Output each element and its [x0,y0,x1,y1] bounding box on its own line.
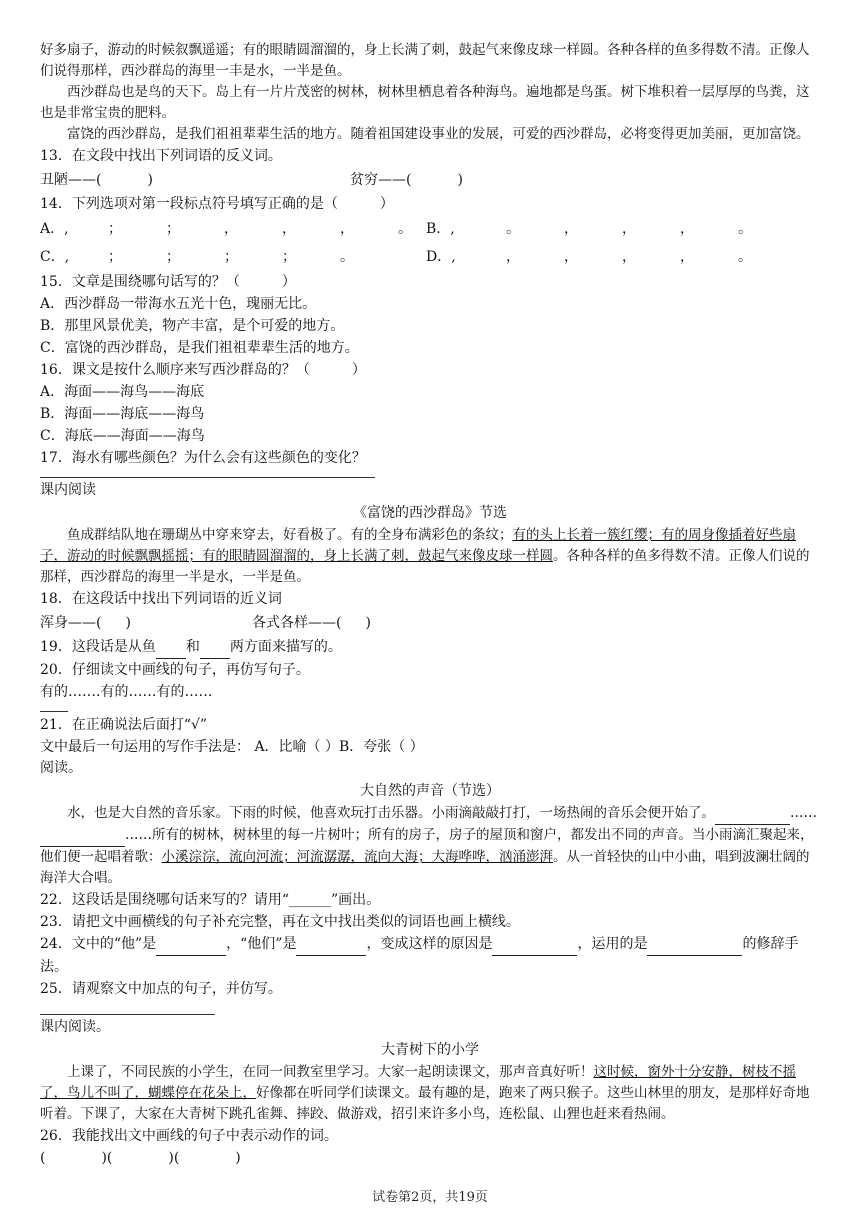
section2-underlined: 有的头上长着一簇红缨；有的周身像插着好些扇子，游动的时候飘飘摇摇；有的眼睛圆溜溜的，身上长满了刺，鼓起气来像皮球一样圆 [40,527,796,564]
q26-text: 26．我能找出文中画线的句子中表示动作的词。 [40,1128,338,1144]
q19-blank-2[interactable] [200,636,230,659]
q14-text: 14．下列选项对第一段标点符号填写正确的是（ ） [40,196,394,212]
q18-b: 各式各样——( [252,615,342,631]
section2-title: 《富饶的西沙群岛》节选 [353,505,507,521]
section4-label: 课内阅读。 [40,1019,110,1035]
q22: 22．这段话是围绕哪句话来写的？请用“______”画出。 [40,892,381,908]
q26-blanks[interactable]: ( )( )( ) [40,1150,241,1166]
q13-a: 丑陋——( [40,172,102,188]
q14-c-0[interactable]: C．, [40,249,70,265]
q25-text: 25．请观察文中加点的句子，并仿写。 [40,981,282,997]
q20-text: 20．仔细读文中画线的句子，再仿写句子。 [40,662,310,678]
exam-page [40,40,820,1169]
q24-blank-2[interactable] [296,933,366,956]
page-footer: 试卷第2页，共19页 [372,1190,488,1205]
section3-blank-2[interactable] [40,825,125,847]
q15-option-a[interactable]: A．西沙群岛一带海水五光十色，瑰丽无比。 [40,296,317,312]
q15-option-b[interactable]: B．那里风景优美，物产丰富，是个可爱的地方。 [40,318,345,334]
section2-paragraph: 鱼成群结队地在珊瑚丛中穿来穿去，好看极了。有的全身布满彩色的条纹；有的头上长着一簇红缨；有的周身像插着好些扇子，游动的时候飘飘摇摇；有的眼睛圆溜溜的，身上长满了刺，鼓起气来像皮球一样圆。各种各样的鱼多得数不清。正像人们说的那样，西沙群岛的海里一半是水，一半是鱼。 [40,527,810,585]
section2-label: 课内阅读 [40,482,96,498]
section3-title: 大自然的声音（节选） [360,783,500,799]
q14-b-0[interactable]: B．, [426,221,455,237]
q18-text: 18．在这段话中找出下列词语的近义词 [40,591,282,607]
q16-option-c[interactable]: C．海底——海面——海鸟 [40,428,205,444]
q14-d-0[interactable]: D．, [426,249,456,265]
q15-text: 15．文章是围绕哪句话写的？（ ） [40,274,296,290]
q19-blank-1[interactable] [156,636,186,659]
q24-blank-3[interactable] [492,933,577,956]
section3-blank-1[interactable] [715,803,790,825]
q17-answer-line[interactable] [40,469,375,478]
passage1-para2: 西沙群岛也是鸟的天下。岛上有一片片茂密的树林，树林里栖息着各种海鸟。遍地都是鸟蛋。树下堆积着一层厚厚的鸟粪，这也是非常宝贵的肥料。 [40,84,810,121]
q25-answer-line[interactable] [40,1000,215,1015]
q15-option-c[interactable]: C．富饶的西沙群岛，是我们祖祖辈辈生活的地方。 [40,340,359,356]
q20-answer-line[interactable] [40,703,68,712]
passage1-para3: 富饶的西沙群岛，是我们祖祖辈辈生活的地方。随着祖国建设事业的发展，可爱的西沙群岛，必将变得更加美丽，更加富饶。 [67,126,810,142]
q18-a: 浑身——( [40,615,102,631]
q24-blank-4[interactable] [647,933,742,956]
q14-a-0[interactable]: A．, [40,221,69,237]
section4-paragraph: 上课了，不同民族的小学生，在同一间教室里学习。大家一起朗读课文，那声音真好听！这时候，窗外十分安静，树枝不摇了，鸟儿不叫了，蝴蝶停在花朵上，好像都在听同学们读课文。最有趣的是，跑来了两只猴子。这些山林里的朋友，是那样好奇地听着。下课了，大家在大青树下跳孔雀舞、摔跤、做游戏，招引来许多小鸟，连松鼠、山狸也赶来看热闹。 [40,1064,810,1122]
q16-option-b[interactable]: B．海面——海底——海鸟 [40,406,205,422]
q21-statement[interactable]: 文中最后一句运用的写作手法是： A．比喻（ ）B．夸张（ ） [40,739,424,755]
q19: 19．这段话是从鱼 和 两方面来描写的。 [40,636,820,659]
q24: 24．文中的“他”是 ，“他们”是 ，变成这样的原因是 ，运用的是 的修辞手法。 [40,933,820,978]
section4-title: 大青树下的小学 [381,1042,479,1058]
q14-options-ab: A．, ； ； ， ， ， 。 B．, 。 ， ， ， 。 [40,215,820,243]
q17-text: 17．海水有哪些颜色？为什么会有这些颜色的变化？ [40,450,366,466]
q23-text: 23．请把文中画横线的句子补充完整，再在文中找出类似的词语也画上横线。 [40,914,520,930]
q13-b: 贫穷——( [350,172,412,188]
q16-option-a[interactable]: A．海面——海鸟——海底 [40,384,205,400]
section3-label: 阅读。 [40,760,82,776]
passage1-line1: 好多扇子，游动的时候叙飘遥遥；有的眼睛圆溜溜的，身上长满了刺，鼓起气来像皮球一样圆。各种各样的鱼多得数不清。正像人们说得那样，西沙群岛的海里一丰是水，一半是鱼。 [40,42,810,79]
q21-text: 21．在正确说法后面打“√” [40,717,208,733]
q13-text: 13．在文段中找出下列词语的反义词。 [40,148,282,164]
section4-underlined: 这时候，窗外十分安静，树枝不摇了，鸟儿不叫了，蝴蝶停在花朵上， [40,1064,796,1101]
section3-underlined: 小溪淙淙，流向河流；河流潺潺，流向大海；大海哗哗，汹涌澎湃 [161,849,553,865]
q20-pattern: 有的…….有的……有的…… [40,684,213,700]
q14-options-cd: C．, ； ； ； ； 。 D．, ， ， ， ， 。 [40,243,820,271]
q24-blank-1[interactable] [156,933,226,956]
q18-answers: 浑身——( ) 各式各样——( ) [40,610,820,636]
q16-text: 16．课文是按什么顺序来写西沙群岛的？（ ） [40,362,366,378]
q13-answers: 丑陋——( ) 贫穷——( ) [40,167,820,193]
section3-paragraph: 水，也是大自然的音乐家。下雨的时候，他喜欢玩打击乐器。小雨滴敲敲打打，一场热闹的音乐会便开始了。 …… ……所有的树林，树林里的每一片树叶；所有的房子，房子的屋顶和窗户，都发出不同的声音。当小雨滴汇聚起来，他们便一起唱着歌：小溪淙淙，流向河流；河流潺潺，流向大海；大海哗哗，汹涌澎湃。从一首轻快的山中小曲，唱到波澜壮阔的海洋大合唱。 [40,805,817,886]
